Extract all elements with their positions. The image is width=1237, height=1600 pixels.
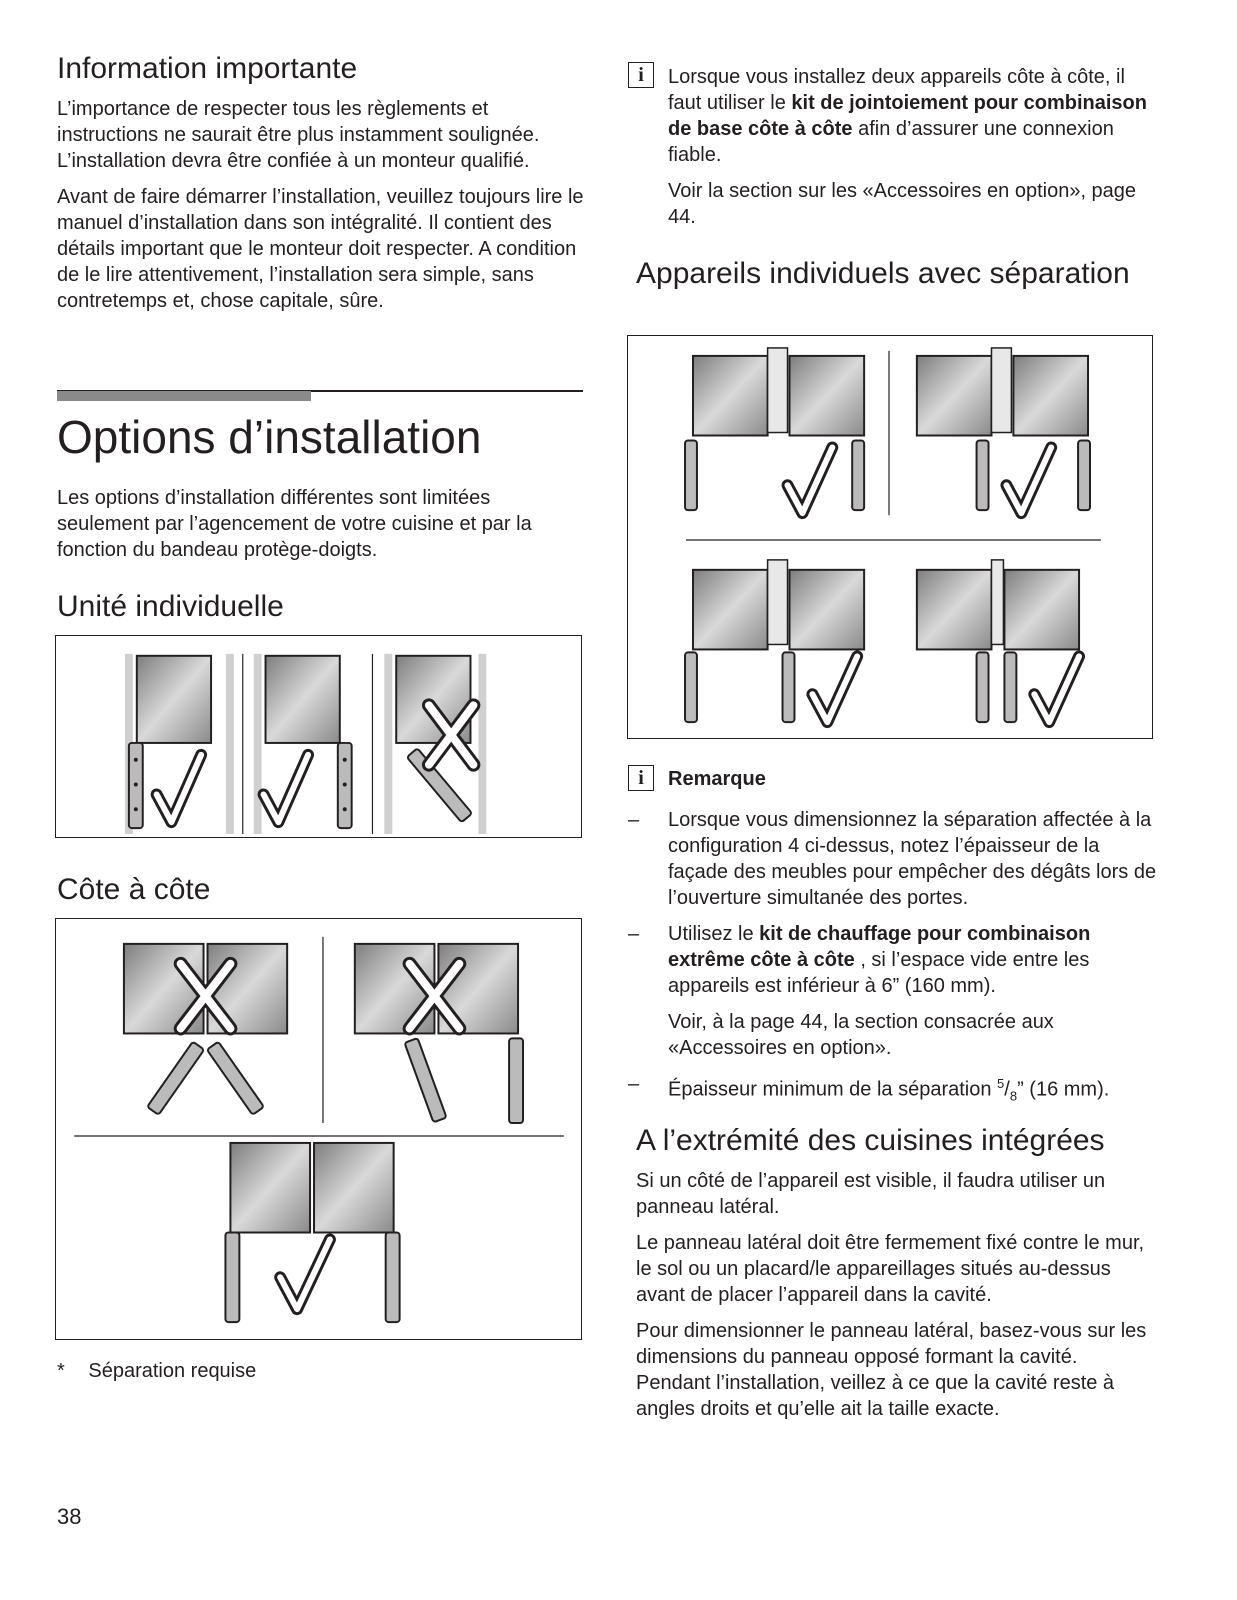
figure-unite-individuelle bbox=[55, 635, 582, 838]
info-i-icon: i bbox=[628, 62, 654, 88]
fraction-denominator: 8 bbox=[1009, 1088, 1018, 1104]
bullet-3-post: ” (16 mm). bbox=[1017, 1078, 1110, 1101]
info-paragraph-2: Avant de faire démarrer l’installation, veuillez toujours lire le manuel d’installation dans son intégralité. Il contient des détails important que le monteur doit respecter. A condition de le lire attentivement, l’installation sera simple, sans contretemps et, chose capitale, sûre. bbox=[57, 186, 584, 312]
extremite-paragraph-3: Pour dimensionner le panneau latéral, basez-vous sur les dimensions du panneau opposé formant la cavité. Pendant l’installation, veillez à ce que la cavité reste à angles droits et qu’elle ait la taille exacte. bbox=[636, 1320, 1147, 1420]
dash-marker: – bbox=[628, 923, 640, 945]
page-number: 38 bbox=[57, 1504, 82, 1529]
footnote-star: * bbox=[57, 1360, 65, 1382]
extremite-paragraph-1: Si un côté de l’appareil est visible, il faudra utiliser un panneau latéral. bbox=[636, 1170, 1106, 1218]
hinge-icon bbox=[129, 743, 143, 828]
section-rule-accent bbox=[57, 391, 311, 401]
list-item bbox=[628, 921, 1158, 1061]
remarque-list bbox=[628, 807, 1158, 1110]
list-item bbox=[628, 807, 1158, 911]
bullet-2-text bbox=[668, 921, 1158, 999]
appareils-title: Appareils individuels avec séparation bbox=[636, 257, 1130, 290]
note1-text-end: afin d’assurer une connexion fiable. bbox=[668, 118, 1114, 166]
remarque-icon bbox=[628, 765, 654, 791]
note1-text: Lorsque vous installez deux appareils côte à côte, il faut utiliser le bbox=[668, 66, 1125, 114]
info-paragraph-1: L’importance de respecter tous les règlements et instructions ne saurait être plus instamment soulignée. L’installation devra être confiée à un monteur qualifié. bbox=[57, 98, 540, 172]
info-icon bbox=[628, 62, 654, 88]
note1-paragraph bbox=[668, 64, 1158, 168]
remarque-i-icon: i bbox=[628, 765, 654, 791]
bullet-2-pre: Utilisez le bbox=[668, 923, 760, 945]
cote-title: Côte à côte bbox=[57, 873, 211, 906]
remarque-label: Remarque bbox=[668, 768, 766, 790]
bullet-2-bold: kit de chauffage pour combinaison extrême côte à côte bbox=[668, 923, 1091, 971]
bullet-2-post: , si l’espace vide entre les appareils est inférieur à 6” (160 mm). bbox=[668, 949, 1090, 997]
fraction-numerator: 5 bbox=[997, 1076, 1005, 1091]
fraction-slash: / bbox=[1004, 1078, 1010, 1101]
dash-marker: – bbox=[628, 1073, 640, 1095]
options-title: Options d’installation bbox=[57, 411, 482, 463]
cote-diagram bbox=[56, 919, 581, 1339]
bullet-3-text bbox=[668, 1071, 1158, 1110]
figure-cote-a-cote bbox=[55, 918, 582, 1340]
extremite-title: A l’extrémité des cuisines intégrées bbox=[636, 1124, 1105, 1157]
footnote bbox=[57, 1360, 256, 1383]
list-item bbox=[628, 1071, 1158, 1110]
bullet-1-text: Lorsque vous dimensionnez la séparation affectée à la configuration 4 ci-dessus, notez l’épaisseur de la façade des meubles pour empêcher des dégâts lors de l’ouverture simultanée des portes. bbox=[668, 809, 1157, 909]
note1-paragraph-2: Voir la section sur les «Accessoires en option», page 44. bbox=[668, 180, 1137, 228]
note1-bold: kit de jointoiement pour combinaison de base côte à côte bbox=[668, 92, 1147, 140]
extremite-paragraph-2: Le panneau latéral doit être fermement fixé contre le mur, le sol ou un placard/le appareillages situés au-dessus avant de placer l’appareil dans la cavité. bbox=[636, 1232, 1145, 1306]
unite-diagram bbox=[56, 636, 581, 837]
figure-appareils-separation bbox=[627, 335, 1153, 739]
unite-title: Unité individuelle bbox=[57, 590, 284, 623]
info-title: Information importante bbox=[57, 52, 358, 85]
bullet-2-paragraph-2: Voir, à la page 44, la section consacrée aux «Accessoires en option». bbox=[668, 1011, 1054, 1059]
options-paragraph: Les options d’installation différentes sont limitées seulement par l’agencement de votre cuisine et par la fonction du bandeau protège-doigts. bbox=[57, 487, 532, 561]
footnote-text: Séparation requise bbox=[88, 1360, 257, 1382]
dash-marker: – bbox=[628, 809, 640, 831]
bullet-3-pre: Épaisseur minimum de la séparation bbox=[668, 1078, 998, 1101]
separation-diagram bbox=[628, 336, 1152, 738]
hinge-icon bbox=[338, 743, 352, 828]
